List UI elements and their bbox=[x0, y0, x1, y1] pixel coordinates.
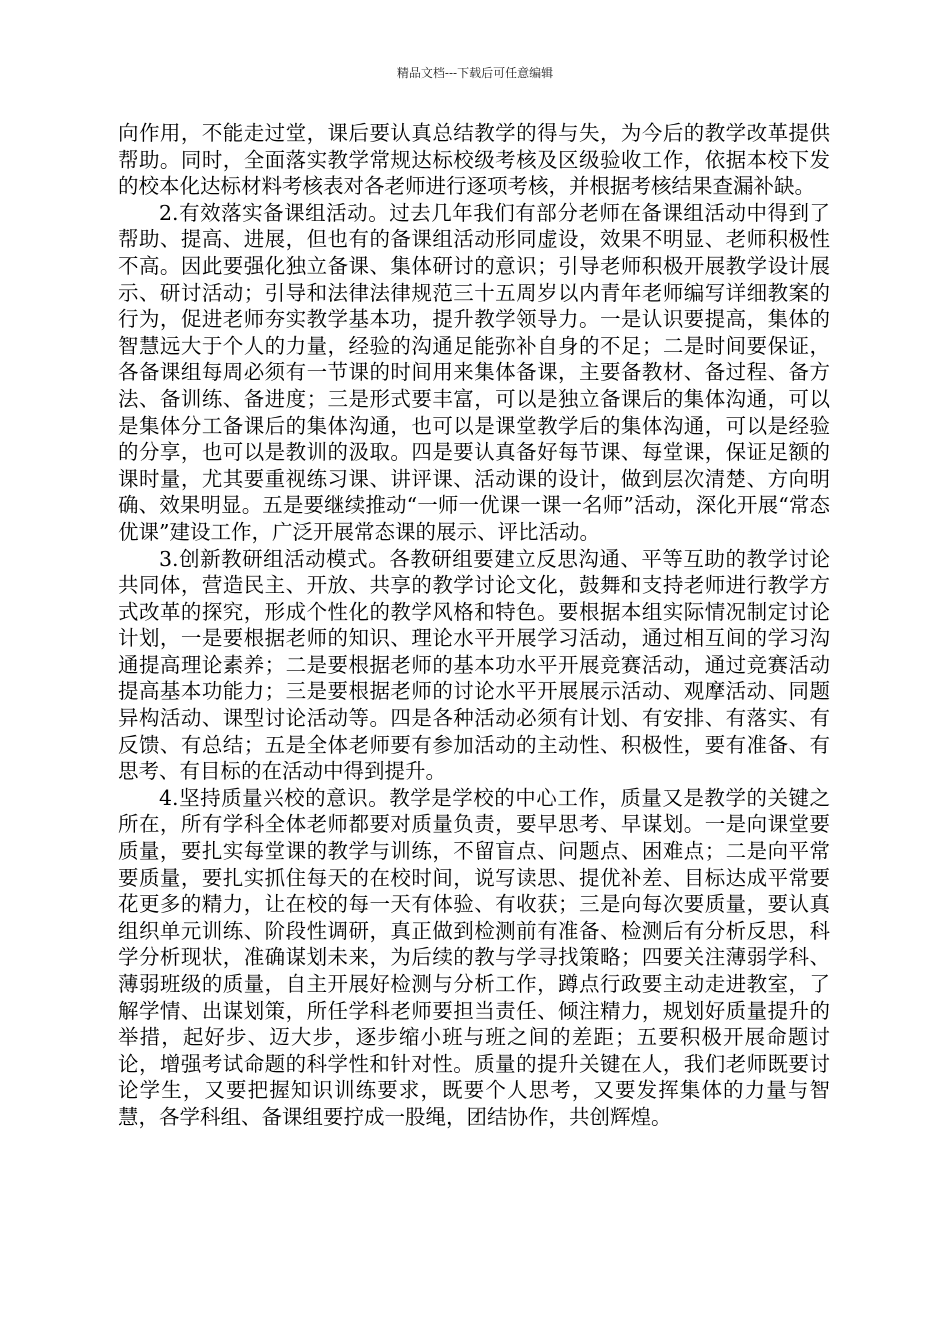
paragraph-quality: 4.坚持质量兴校的意识。教学是学校的中心工作，质量又是教学的关键之所在，所有学科全体老师都要对质量负责，要早思考、早谋划。一是向课堂要质量，要扎实每堂课的教学与训练，不留盲点、问题点、困难点；二是向平常要质量，要扎实抓住每天的在校时间，说写读思、提优补差、目标达成平常要花更多的精力，让在校的每一天有体验、有收获；三是向每次要质量，要认真组织单元训练、阶段性调研，真正做到检测前有准备、检测后有分析反思，科学分析现状，准确谋划未来，为后续的教与学寻找策略；四要关注薄弱学科、薄弱班级的质量，自主开展好检测与分析工作，蹲点行政要主动走进教室，了解学情、出谋划策，所任学科老师要担当责任、倾注精力，规划好质量提升的举措，起好步、迈大步，逐步缩小班与班之间的差距；五要积极开展命题讨论，增强考试命题的科学性和针对性。质量的提升关键在人，我们老师既要讨论学生，又要把握知识训练要求，既要个人思考，又要发挥集体的力量与智慧，各学科组、备课组要拧成一股绳，团结协作，共创辉煌。 bbox=[118, 785, 830, 1129]
paragraph-continuation: 向作用，不能走过堂，课后要认真总结教学的得与失，为今后的教学改革提供帮助。同时，全面落实教学常规达标校级考核及区级验收工作，依据本校下发的校本化达标材料考核表对各老师进行逐项考核，并根据考核结果查漏补缺。 bbox=[118, 121, 830, 199]
paragraph-lesson-group: 2.有效落实备课组活动。过去几年我们有部分老师在备课组活动中得到了帮助、提高、进展，但也有的备课组活动形同虚设，效果不明显、老师积极性不高。因此要强化独立备课、集体研讨的意识；引导老师积极开展教学设计展示、研讨活动；引导和法律法律规范三十五周岁以内青年老师编写详细教案的行为，促进老师夯实教学基本功，提升教学领导力。一是认识要提高，集体的智慧远大于个人的力量，经验的沟通足能弥补自身的不足；二是时间要保证，各备课组每周必须有一节课的时间用来集体备课，主要备教材、备过程、备方法、备训练、备进度；三是形式要丰富，可以是独立备课后的集体沟通，可以是集体分工备课后的集体沟通，也可以是课堂教学后的集体沟通，可以是经验的分享，也可以是教训的汲取。四是要认真备好每节课、每堂课，保证足额的课时量，尤其要重视练习课、讲评课、活动课的设计，做到层次清楚、方向明确、效果明显。五是要继续推动“一师一优课一课一名师”活动，深化开展“常态优课”建设工作，广泛开展常态课的展示、评比活动。 bbox=[118, 200, 830, 544]
document-body bbox=[118, 120, 830, 1131]
page-header: 精品文档---下载后可任意编辑 bbox=[396, 66, 554, 80]
paragraph-research-group: 3.创新教研组活动模式。各教研组要建立反思沟通、平等互助的教学讨论共同体，营造民主、开放、共享的教学讨论文化，鼓舞和支持老师进行教学方式改革的探究，形成个性化的教学风格和特色。要根据本组实际情况制定讨论计划，一是要根据老师的知识、理论水平开展学习活动，通过相互间的学习沟通提高理论素养；二是要根据老师的基本功水平开展竞赛活动，通过竞赛活动提高基本功能力；三是要根据老师的讨论水平开展展示活动、观摩活动、同题异构活动、课型讨论活动等。四是各种活动必须有计划、有安排、有落实、有反馈、有总结；五是全体老师要有参加活动的主动性、积极性，要有准备、有思考、有目标的在活动中得到提升。 bbox=[118, 546, 830, 784]
